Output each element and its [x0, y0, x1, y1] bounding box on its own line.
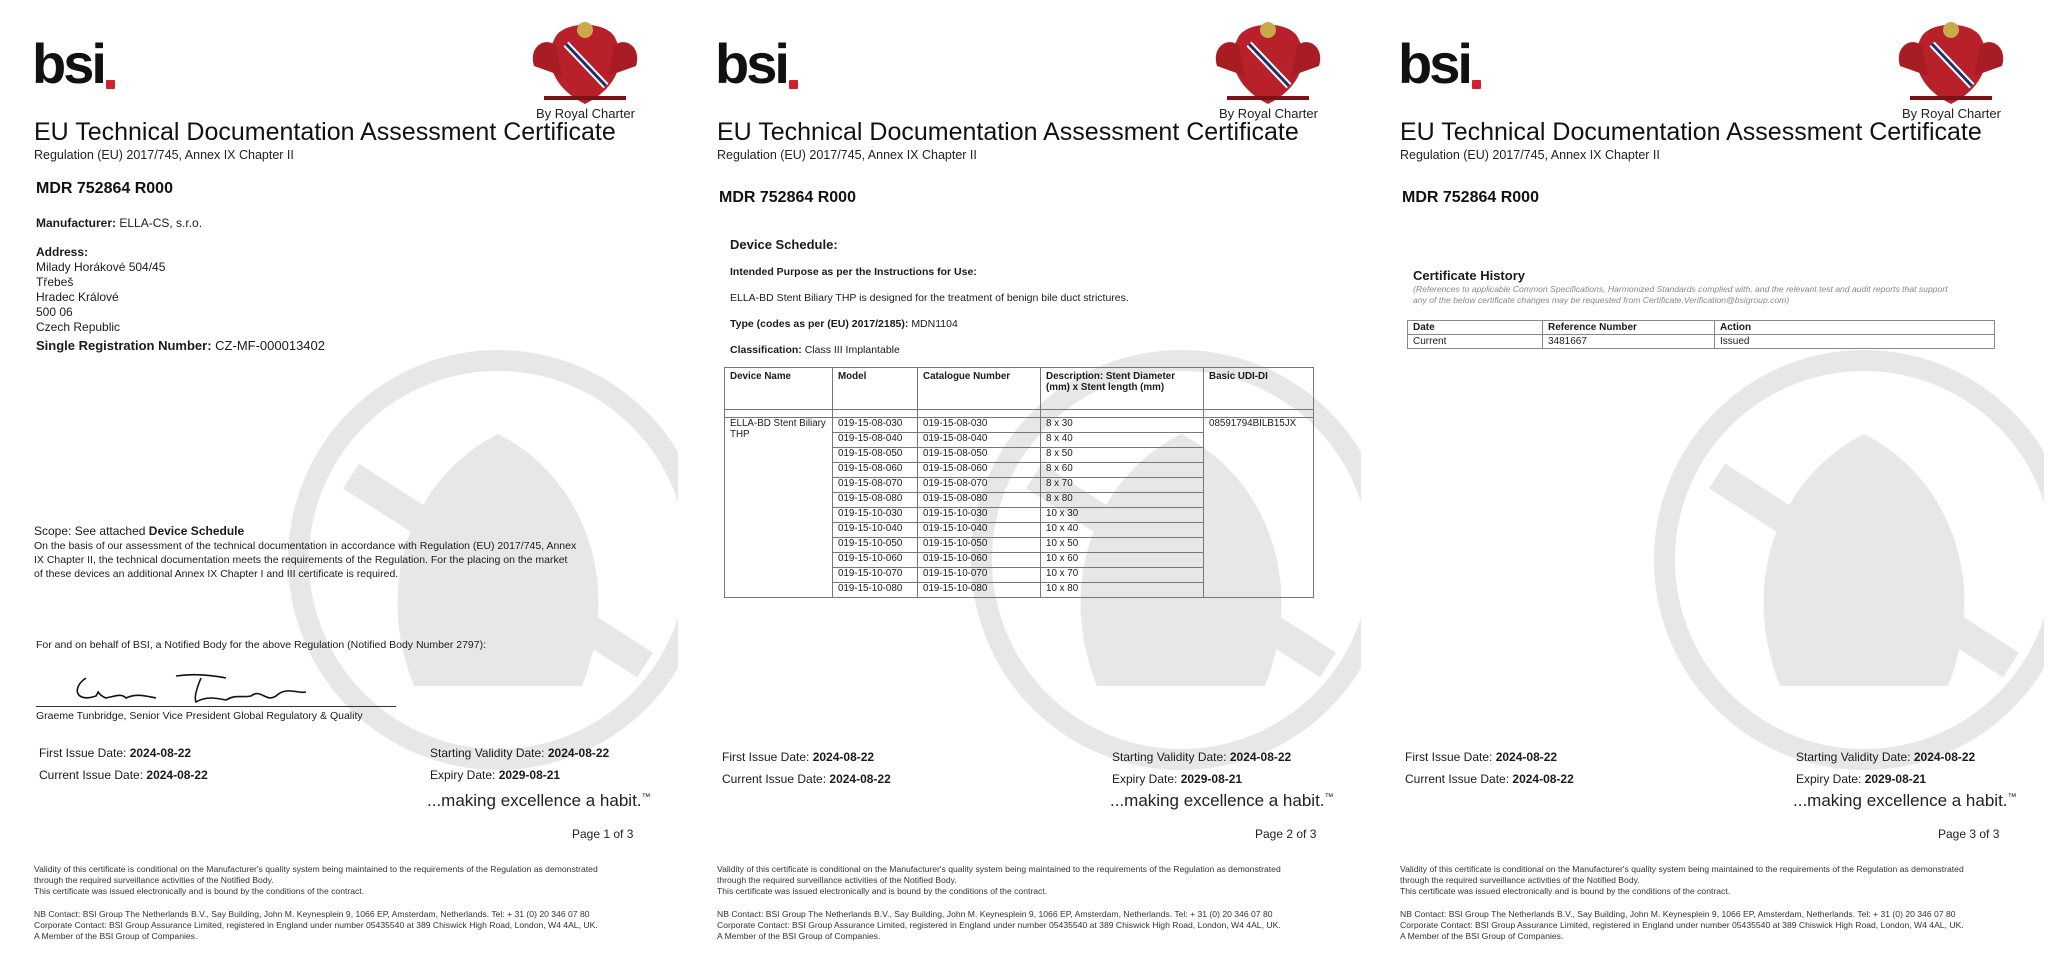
footer-contact: NB Contact: BSI Group The Netherlands B.V., Say Building, John M. Keynesplein 9, 1066 EP, Amsterdam, Netherlands. Tel: + 31 (0) 20 346 07 80	[1400, 909, 1956, 919]
page-title: EU Technical Documentation Assessment Certificate	[717, 118, 1299, 146]
certificate-number: MDR 752864 R000	[1402, 189, 1539, 206]
table-row	[725, 418, 1314, 433]
description-cell: 8 x 60	[1041, 463, 1204, 478]
first-issue-date: First Issue Date: 2024-08-22	[722, 750, 875, 764]
page-number: Page 2 of 3	[1255, 827, 1317, 841]
model-cell: 019-15-10-040	[833, 523, 918, 538]
description-cell: 10 x 80	[1041, 583, 1204, 598]
classification-line: Classification: Class III Implantable	[730, 344, 900, 356]
address-line: 500 06	[36, 305, 73, 319]
model-cell: 019-15-10-060	[833, 553, 918, 568]
action-cell: Issued	[1715, 335, 1995, 349]
description-cell: 8 x 50	[1041, 448, 1204, 463]
address-line: Třebeš	[36, 275, 74, 289]
model-cell: 019-15-08-070	[833, 478, 918, 493]
footer-contact: Corporate Contact: BSI Group Assurance Limited, registered in England under number 05435540 at 389 Chiswick High Road, London, W4 4AL, UK.	[1400, 920, 1964, 930]
catalogue-cell: 019-15-10-040	[918, 523, 1041, 538]
footer-contact: A Member of the BSI Group of Companies.	[1400, 931, 1564, 941]
footer-validity: This certificate was issued electronically and is bound by the conditions of the contract.	[717, 886, 1048, 896]
column-header: Reference Number	[1543, 321, 1715, 335]
footer-validity: through the required surveillance activities of the Notified Body.	[34, 875, 274, 885]
type-line: Type (codes as per (EU) 2017/2185): MDN1104	[730, 318, 958, 330]
model-cell: 019-15-10-030	[833, 508, 918, 523]
certificate-page-1	[6, 0, 678, 965]
catalogue-cell: 019-15-08-050	[918, 448, 1041, 463]
catalogue-cell: 019-15-08-080	[918, 493, 1041, 508]
certificate-history-table	[1407, 320, 1995, 349]
purpose-text: ELLA-BD Stent Biliary THP is designed for the treatment of benign bile duct strictures.	[730, 292, 1129, 304]
model-cell: 019-15-08-030	[833, 418, 918, 433]
bsi-logo: bsi	[32, 32, 104, 95]
column-header: Action	[1715, 321, 1995, 335]
footer-validity: Validity of this certificate is conditional on the Manufacturer's quality system being maintained to the requirements of the Regulation as demonstrated	[1400, 864, 1964, 874]
description-cell: 8 x 80	[1041, 493, 1204, 508]
royal-crest-icon	[526, 16, 644, 108]
footer-contact: NB Contact: BSI Group The Netherlands B.V., Say Building, John M. Keynesplein 9, 1066 EP, Amsterdam, Netherlands. Tel: + 31 (0) 20 346 07 80	[717, 909, 1273, 919]
device-name-cell: ELLA-BD Stent Biliary THP	[725, 418, 833, 598]
bsi-logo: bsi	[1398, 32, 1470, 95]
model-cell: 019-15-10-070	[833, 568, 918, 583]
purpose-label: Intended Purpose as per the Instructions for Use:	[730, 266, 977, 278]
signatory-name: Graeme Tunbridge, Senior Vice President Global Regulatory & Quality	[36, 710, 363, 722]
address-line: Milady Horákové 504/45	[36, 260, 166, 274]
bsi-logo-dot	[106, 80, 115, 89]
reference-cell: 3481667	[1543, 335, 1715, 349]
tagline: ...making excellence a habit.™	[1793, 791, 2017, 810]
device-table	[724, 367, 1314, 598]
history-note: (References to applicable Common Specifications, Harmonized Standards complied with, and the relevant test and audit reports that support	[1413, 284, 1948, 294]
footer-contact: A Member of the BSI Group of Companies.	[34, 931, 198, 941]
table-row	[1408, 335, 1995, 349]
catalogue-cell: 019-15-08-060	[918, 463, 1041, 478]
current-issue-date: Current Issue Date: 2024-08-22	[1405, 772, 1574, 786]
description-cell: 10 x 70	[1041, 568, 1204, 583]
scope-paragraph: On the basis of our assessment of the technical documentation in accordance with Regulation (EU) 2017/745, Annex	[34, 540, 577, 552]
footer-validity: Validity of this certificate is conditional on the Manufacturer's quality system being maintained to the requirements of the Regulation as demonstrated	[34, 864, 598, 874]
page-number: Page 3 of 3	[1938, 827, 2000, 841]
first-issue-date: First Issue Date: 2024-08-22	[1405, 750, 1558, 764]
model-cell: 019-15-08-040	[833, 433, 918, 448]
royal-charter-label: By Royal Charter	[1219, 106, 1318, 121]
column-header: Basic UDI-DI	[1204, 368, 1314, 410]
manufacturer-line: Manufacturer: ELLA-CS, s.r.o.	[36, 216, 203, 230]
certificate-history-heading: Certificate History	[1413, 268, 1525, 283]
model-cell: 019-15-08-080	[833, 493, 918, 508]
model-cell: 019-15-10-050	[833, 538, 918, 553]
regulation-subtitle: Regulation (EU) 2017/745, Annex IX Chapter II	[1400, 148, 1660, 162]
catalogue-cell: 019-15-10-080	[918, 583, 1041, 598]
signature-line	[36, 706, 396, 707]
description-cell: 10 x 50	[1041, 538, 1204, 553]
current-issue-date: Current Issue Date: 2024-08-22	[39, 768, 208, 782]
device-schedule-heading: Device Schedule:	[730, 237, 838, 252]
crest-watermark	[1644, 350, 2044, 770]
scope-paragraph: IX Chapter II, the technical documentation meets the requirements of the Regulation. For the placing on the market	[34, 554, 568, 566]
page-title: EU Technical Documentation Assessment Certificate	[1400, 118, 1982, 146]
certificate-page-3	[1372, 0, 2044, 965]
column-header: Date	[1408, 321, 1543, 335]
description-cell: 8 x 70	[1041, 478, 1204, 493]
bsi-logo: bsi	[715, 32, 787, 95]
catalogue-cell: 019-15-10-060	[918, 553, 1041, 568]
description-cell: 10 x 30	[1041, 508, 1204, 523]
royal-charter-label: By Royal Charter	[1902, 106, 2001, 121]
tagline: ...making excellence a habit.™	[1110, 791, 1334, 810]
scope-paragraph: of these devices an additional Annex IX Chapter I and III certificate is required.	[34, 568, 399, 580]
first-issue-date: First Issue Date: 2024-08-22	[39, 746, 192, 760]
validity-date: Starting Validity Date: 2024-08-22	[1796, 750, 1976, 764]
royal-crest-icon	[1892, 16, 2010, 108]
regulation-subtitle: Regulation (EU) 2017/745, Annex IX Chapter II	[34, 148, 294, 162]
certificate-page-2	[689, 0, 1361, 965]
column-header: Model	[833, 368, 918, 410]
regulation-subtitle: Regulation (EU) 2017/745, Annex IX Chapter II	[717, 148, 977, 162]
royal-charter-label: By Royal Charter	[536, 106, 635, 121]
history-note: any of the below certificate changes may be requested from Certificate.Verification@bsigroup.com)	[1413, 295, 1790, 305]
page-title: EU Technical Documentation Assessment Certificate	[34, 118, 616, 146]
catalogue-cell: 019-15-08-040	[918, 433, 1041, 448]
signature-image	[66, 668, 316, 708]
srn-line: Single Registration Number: CZ-MF-000013402	[36, 338, 325, 353]
model-cell: 019-15-08-060	[833, 463, 918, 478]
description-cell: 8 x 40	[1041, 433, 1204, 448]
expiry-date: Expiry Date: 2029-08-21	[1796, 772, 1927, 786]
catalogue-cell: 019-15-10-030	[918, 508, 1041, 523]
description-cell: 10 x 60	[1041, 553, 1204, 568]
footer-contact: Corporate Contact: BSI Group Assurance Limited, registered in England under number 05435540 at 389 Chiswick High Road, London, W4 4AL, UK.	[717, 920, 1281, 930]
column-header: Description: Stent Diameter (mm) x Stent length (mm)	[1041, 368, 1204, 410]
footer-validity: Validity of this certificate is conditional on the Manufacturer's quality system being maintained to the requirements of the Regulation as demonstrated	[717, 864, 1281, 874]
address-line: Czech Republic	[36, 320, 121, 334]
certificate-number: MDR 752864 R000	[719, 189, 856, 206]
model-cell: 019-15-08-050	[833, 448, 918, 463]
footer-validity: through the required surveillance activities of the Notified Body.	[1400, 875, 1640, 885]
footer-validity: through the required surveillance activities of the Notified Body.	[717, 875, 957, 885]
footer-validity: This certificate was issued electronically and is bound by the conditions of the contract.	[1400, 886, 1731, 896]
current-issue-date: Current Issue Date: 2024-08-22	[722, 772, 891, 786]
footer-contact: A Member of the BSI Group of Companies.	[717, 931, 881, 941]
validity-date: Starting Validity Date: 2024-08-22	[430, 746, 610, 760]
scope-line: Scope: See attached Device Schedule	[34, 524, 245, 538]
catalogue-cell: 019-15-08-070	[918, 478, 1041, 493]
footer-validity: This certificate was issued electronically and is bound by the conditions of the contract.	[34, 886, 365, 896]
tagline: ...making excellence a habit.™	[427, 791, 651, 810]
bsi-logo-dot	[789, 80, 798, 89]
description-cell: 8 x 30	[1041, 418, 1204, 433]
table-header-row	[725, 368, 1314, 410]
description-cell: 10 x 40	[1041, 523, 1204, 538]
footer-contact: Corporate Contact: BSI Group Assurance Limited, registered in England under number 05435540 at 389 Chiswick High Road, London, W4 4AL, UK.	[34, 920, 598, 930]
catalogue-cell: 019-15-08-030	[918, 418, 1041, 433]
footer-contact: NB Contact: BSI Group The Netherlands B.V., Say Building, John M. Keynesplein 9, 1066 EP, Amsterdam, Netherlands. Tel: + 31 (0) 20 346 07 80	[34, 909, 590, 919]
bsi-logo-dot	[1472, 80, 1481, 89]
column-header: Device Name	[725, 368, 833, 410]
date-cell: Current	[1408, 335, 1543, 349]
catalogue-cell: 019-15-10-050	[918, 538, 1041, 553]
model-cell: 019-15-10-080	[833, 583, 918, 598]
table-header-row	[1408, 321, 1995, 335]
expiry-date: Expiry Date: 2029-08-21	[430, 768, 561, 782]
address-line: Hradec Králové	[36, 290, 119, 304]
validity-date: Starting Validity Date: 2024-08-22	[1112, 750, 1292, 764]
notified-body-statement: For and on behalf of BSI, a Notified Body for the above Regulation (Notified Body Number 2797):	[36, 639, 487, 651]
udi-cell: 08591794BILB15JX	[1204, 418, 1314, 598]
column-header: Catalogue Number	[918, 368, 1041, 410]
page-number: Page 1 of 3	[572, 827, 634, 841]
royal-crest-icon	[1209, 16, 1327, 108]
certificate-number: MDR 752864 R000	[36, 180, 173, 197]
expiry-date: Expiry Date: 2029-08-21	[1112, 772, 1243, 786]
table-spacer-row	[725, 410, 1314, 418]
catalogue-cell: 019-15-10-070	[918, 568, 1041, 583]
address-label: Address:	[36, 245, 89, 259]
